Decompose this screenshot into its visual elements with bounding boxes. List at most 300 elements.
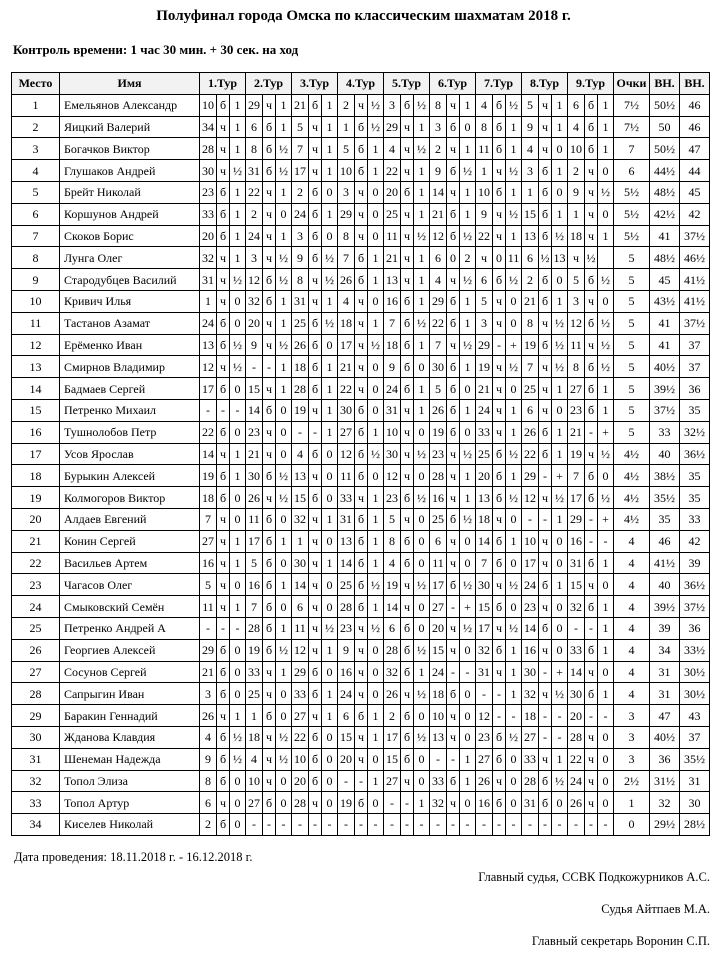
color-cell: б [585,356,598,378]
color-cell: б [263,705,276,727]
opponent-cell: 2 [384,705,401,727]
result-cell: 1 [368,705,384,727]
opponent-cell: 18 [384,334,401,356]
opponent-cell: 15 [522,203,539,225]
result-cell: ½ [552,356,568,378]
player-name-cell: Кривич Илья [60,290,200,312]
points-cell: 5 [614,399,650,421]
result-cell: ½ [598,312,614,334]
opponent-cell: 23 [200,181,217,203]
buchholz-cell: 39½ [650,378,680,400]
color-cell: б [401,661,414,683]
opponent-cell: 33 [292,683,309,705]
opponent-cell: 17 [292,160,309,182]
result-cell: 1 [506,399,522,421]
result-cell: 1 [460,399,476,421]
color-cell: ½ [539,247,552,269]
opponent-cell: 26 [338,269,355,291]
color-cell: ч [401,203,414,225]
result-cell: 1 [414,399,430,421]
color-cell: б [585,465,598,487]
color-cell: - [539,814,552,836]
opponent-cell: 2 [522,269,539,291]
color-cell: ч [539,378,552,400]
place-cell: 26 [12,639,60,661]
result-cell: 0 [460,552,476,574]
color-cell: - [585,508,598,530]
color-cell: ч [309,290,322,312]
buchholz-2-cell: 42 [680,530,710,552]
opponent-cell: 19 [246,639,263,661]
result-cell: 1 [322,639,338,661]
standings-table [11,72,710,836]
opponent-cell: 14 [200,443,217,465]
opponent-cell: 24 [384,378,401,400]
opponent-cell: 13 [430,726,447,748]
color-cell: - [585,617,598,639]
opponent-cell: 10 [476,181,493,203]
result-cell: ½ [230,269,246,291]
opponent-cell: 16 [522,639,539,661]
color-cell: б [447,225,460,247]
result-cell: 1 [368,770,384,792]
player-name-cell: Бадмаев Сергей [60,378,200,400]
opponent-cell: 1 [246,705,263,727]
result-cell: ½ [368,116,384,138]
result-cell: 1 [322,705,338,727]
opponent-cell: 30 [568,683,585,705]
table-row [12,181,710,203]
color-cell: ч [585,290,598,312]
color-cell: ч [493,312,506,334]
points-cell: 2½ [614,770,650,792]
result-cell: 0 [598,160,614,182]
buchholz-cell: 48½ [650,247,680,269]
table-row [12,225,710,247]
result-cell: 0 [506,596,522,618]
result-cell: 0 [276,705,292,727]
opponent-cell: 19 [430,421,447,443]
result-cell: 1 [598,639,614,661]
opponent-cell: 11 [476,138,493,160]
result-cell: 1 [230,552,246,574]
color-cell: ч [263,726,276,748]
opponent-cell: 13 [338,530,355,552]
place-cell: 15 [12,399,60,421]
opponent-cell: - [338,814,355,836]
opponent-cell: 12 [200,356,217,378]
buchholz-cell: 41 [650,225,680,247]
opponent-cell: 17 [430,574,447,596]
header-buchholz: ВН. [650,73,680,95]
result-cell: ½ [230,748,246,770]
table-row [12,290,710,312]
opponent-cell: 29 [200,639,217,661]
result-cell: ½ [506,574,522,596]
opponent-cell: 14 [430,181,447,203]
opponent-cell: 27 [384,770,401,792]
opponent-cell: 32 [246,290,263,312]
opponent-cell: 27 [338,421,355,443]
buchholz-2-cell: 36 [680,378,710,400]
opponent-cell: 31 [246,160,263,182]
result-cell: 0 [230,683,246,705]
color-cell: - [401,814,414,836]
result-cell: 0 [230,574,246,596]
buchholz-cell: 46 [650,530,680,552]
color-cell: б [539,617,552,639]
color-cell: б [539,160,552,182]
opponent-cell: 23 [384,487,401,509]
color-cell: б [447,770,460,792]
color-cell: ч [401,247,414,269]
opponent-cell: 20 [476,465,493,487]
place-cell: 4 [12,160,60,182]
opponent-cell: - [246,814,263,836]
result-cell: 1 [276,225,292,247]
result-cell: ½ [552,334,568,356]
opponent-cell: 14 [246,399,263,421]
opponent-cell: 30 [246,465,263,487]
place-cell: 13 [12,356,60,378]
opponent-cell: 32 [384,661,401,683]
opponent-cell: 30 [430,356,447,378]
buchholz-2-cell: 35 [680,465,710,487]
opponent-cell: - [522,814,539,836]
opponent-cell: 8 [338,225,355,247]
buchholz-cell: 32 [650,792,680,814]
table-row [12,705,710,727]
opponent-cell: 26 [246,487,263,509]
place-cell: 3 [12,138,60,160]
opponent-cell: 22 [200,421,217,443]
color-cell: ч [355,683,368,705]
buchholz-cell: 41 [650,312,680,334]
result-cell: ½ [322,617,338,639]
color-cell: ч [539,138,552,160]
opponent-cell: 24 [430,661,447,683]
buchholz-cell: 47 [650,705,680,727]
result-cell: ½ [506,443,522,465]
color-cell: ч [309,269,322,291]
color-cell: б [493,94,506,116]
buchholz-2-cell: 45 [680,181,710,203]
color-cell: б [447,378,460,400]
result-cell: ½ [460,160,476,182]
result-cell: ½ [276,465,292,487]
player-name-cell: Киселев Николай [60,814,200,836]
color-cell: ч [401,269,414,291]
opponent-cell: 33 [200,203,217,225]
result-cell: ½ [506,269,522,291]
buchholz-2-cell: 37 [680,334,710,356]
player-name-cell: Георгиев Алексей [60,639,200,661]
color-cell: б [539,269,552,291]
opponent-cell: 25 [522,378,539,400]
color-cell: ч [401,421,414,443]
result-cell: 0 [598,770,614,792]
color-cell: ч [355,203,368,225]
result-cell: 0 [414,617,430,639]
opponent-cell: 2 [200,814,217,836]
color-cell: - [539,508,552,530]
result-cell: 1 [414,160,430,182]
opponent-cell: 21 [292,94,309,116]
opponent-cell: 14 [476,530,493,552]
opponent-cell: 16 [476,792,493,814]
result-cell: 0 [414,748,430,770]
result-cell: 0 [552,530,568,552]
color-cell: ч [309,792,322,814]
color-cell: б [355,508,368,530]
opponent-cell: 11 [246,508,263,530]
result-cell: 1 [460,487,476,509]
color-cell: б [585,312,598,334]
buchholz-2-cell: 36½ [680,574,710,596]
result-cell: ½ [552,683,568,705]
place-cell: 11 [12,312,60,334]
result-cell: 1 [506,683,522,705]
buchholz-cell: 41 [650,334,680,356]
opponent-cell: 21 [568,421,585,443]
color-cell: б [263,399,276,421]
result-cell: 1 [368,247,384,269]
result-cell: 0 [322,225,338,247]
buchholz-2-cell: 46½ [680,247,710,269]
result-cell: 1 [414,269,430,291]
result-cell: 0 [598,748,614,770]
color-cell: ч [217,508,230,530]
result-cell: 0 [414,596,430,618]
result-cell: 1 [598,116,614,138]
result-cell: ½ [276,138,292,160]
result-cell: ½ [230,334,246,356]
result-cell: 0 [552,138,568,160]
result-cell: 0 [414,465,430,487]
place-cell: 24 [12,596,60,618]
color-cell: - [539,465,552,487]
opponent-cell: 17 [200,378,217,400]
result-cell [598,247,614,269]
color-cell: ч [401,683,414,705]
color-cell: б [401,312,414,334]
color-cell: ч [585,443,598,465]
result-cell: 1 [230,596,246,618]
buchholz-cell: 43½ [650,290,680,312]
result-cell: 0 [552,639,568,661]
result-cell: 1 [552,160,568,182]
points-cell: 5 [614,356,650,378]
header-round-8: 8.Тур [522,73,568,95]
result-cell: 1 [230,530,246,552]
color-cell: ч [263,378,276,400]
opponent-cell: 5 [384,508,401,530]
opponent-cell: 18 [522,705,539,727]
opponent-cell: 23 [246,421,263,443]
place-cell: 29 [12,705,60,727]
result-cell: 1 [414,116,430,138]
header-points: Очки [614,73,650,95]
opponent-cell: 5 [430,378,447,400]
result-cell: ½ [322,269,338,291]
result-cell: 0 [230,378,246,400]
opponent-cell: 28 [430,465,447,487]
color-cell: б [217,181,230,203]
color-cell: ч [401,138,414,160]
result-cell: ½ [460,574,476,596]
color-cell: ч [447,465,460,487]
opponent-cell: 3 [200,683,217,705]
color-cell: 0 [447,247,460,269]
place-cell: 6 [12,203,60,225]
color-cell: ч [217,356,230,378]
place-cell: 20 [12,508,60,530]
opponent-cell: 19 [338,792,355,814]
buchholz-2-cell: 33 [680,508,710,530]
color-cell: ч [585,160,598,182]
opponent-cell: 9 [568,181,585,203]
player-name-cell: Яицкий Валерий [60,116,200,138]
result-cell: 0 [414,705,430,727]
opponent-cell: 15 [430,639,447,661]
color-cell: ч [355,94,368,116]
opponent-cell: 14 [522,617,539,639]
result-cell: 1 [506,661,522,683]
result-cell: 0 [368,792,384,814]
result-cell: ½ [276,748,292,770]
opponent-cell: 33 [522,748,539,770]
opponent-cell: 1 [568,203,585,225]
opponent-cell: 6 [430,530,447,552]
table-row [12,356,710,378]
color-cell: б [585,116,598,138]
color-cell: ч [401,116,414,138]
player-name-cell: Тастанов Азамат [60,312,200,334]
result-cell: 1 [460,203,476,225]
points-cell: 5½ [614,225,650,247]
color-cell: ч [447,552,460,574]
buchholz-cell: 31½ [650,770,680,792]
result-cell: 1 [598,378,614,400]
color-cell: ч [447,138,460,160]
opponent-cell: 11 [292,617,309,639]
result-cell: 0 [552,596,568,618]
result-cell: 0 [552,399,568,421]
color-cell: б [539,225,552,247]
secretary-signature: Главный секретарь Воронин С.П. [531,934,710,948]
opponent-cell: 29 [430,290,447,312]
opponent-cell: 12 [522,487,539,509]
opponent-cell: 28 [200,138,217,160]
opponent-cell: 19 [476,356,493,378]
opponent-cell: 16 [384,290,401,312]
result-cell: 1 [506,138,522,160]
result-cell: + [598,421,614,443]
result-cell: 0 [276,421,292,443]
result-cell: 1 [598,596,614,618]
table-row [12,726,710,748]
color-cell: б [309,94,322,116]
table-row [12,269,710,291]
points-cell: 4 [614,617,650,639]
result-cell: 0 [506,508,522,530]
result-cell: 1 [322,378,338,400]
opponent-cell: 26 [430,399,447,421]
color-cell: ч [447,530,460,552]
color-cell: б [355,247,368,269]
color-cell: б [309,378,322,400]
place-cell: 1 [12,94,60,116]
buchholz-2-cell: 46 [680,116,710,138]
opponent-cell: 24 [338,683,355,705]
opponent-cell: 26 [476,770,493,792]
result-cell: ½ [506,726,522,748]
opponent-cell: 10 [338,160,355,182]
color-cell: ч [585,748,598,770]
player-name-cell: Сосунов Сергей [60,661,200,683]
buchholz-cell: 41½ [650,552,680,574]
opponent-cell: 25 [292,312,309,334]
color-cell: ч [447,617,460,639]
place-cell: 33 [12,792,60,814]
buchholz-2-cell: 37½ [680,225,710,247]
points-cell: 5 [614,290,650,312]
player-name-cell: Скоков Борис [60,225,200,247]
opponent-cell: 30 [292,552,309,574]
result-cell: 0 [368,181,384,203]
result-cell: 0 [414,421,430,443]
result-cell: 0 [322,443,338,465]
result-cell: 1 [506,116,522,138]
opponent-cell: 11 [568,334,585,356]
color-cell: б [539,203,552,225]
color-cell: - [585,421,598,443]
points-cell: 4 [614,683,650,705]
buchholz-2-cell: 42 [680,203,710,225]
color-cell: ч [263,661,276,683]
result-cell: 0 [230,421,246,443]
points-cell: 3 [614,748,650,770]
buchholz-cell: 36 [650,748,680,770]
opponent-cell: 5 [522,94,539,116]
player-name-cell: Сапрыгин Иван [60,683,200,705]
result-cell: 1 [368,552,384,574]
opponent-cell: 6 [338,705,355,727]
color-cell: б [309,770,322,792]
opponent-cell: 21 [522,290,539,312]
opponent-cell: 15 [384,748,401,770]
opponent-cell: 15 [476,596,493,618]
result-cell: 0 [460,421,476,443]
result-cell: 1 [414,247,430,269]
opponent-cell: - [246,356,263,378]
result-cell: 1 [276,94,292,116]
result-cell: 0 [460,705,476,727]
result-cell: ½ [598,334,614,356]
result-cell: ½ [276,487,292,509]
color-cell: б [355,705,368,727]
opponent-cell: 16 [568,530,585,552]
buchholz-cell: 31 [650,683,680,705]
color-cell: ч [585,574,598,596]
header-round-1: 1.Тур [200,73,246,95]
result-cell: - [598,814,614,836]
result-cell: 0 [368,356,384,378]
opponent-cell: 4 [430,269,447,291]
result-cell: 0 [230,508,246,530]
result-cell: 0 [460,378,476,400]
result-cell: 1 [322,138,338,160]
